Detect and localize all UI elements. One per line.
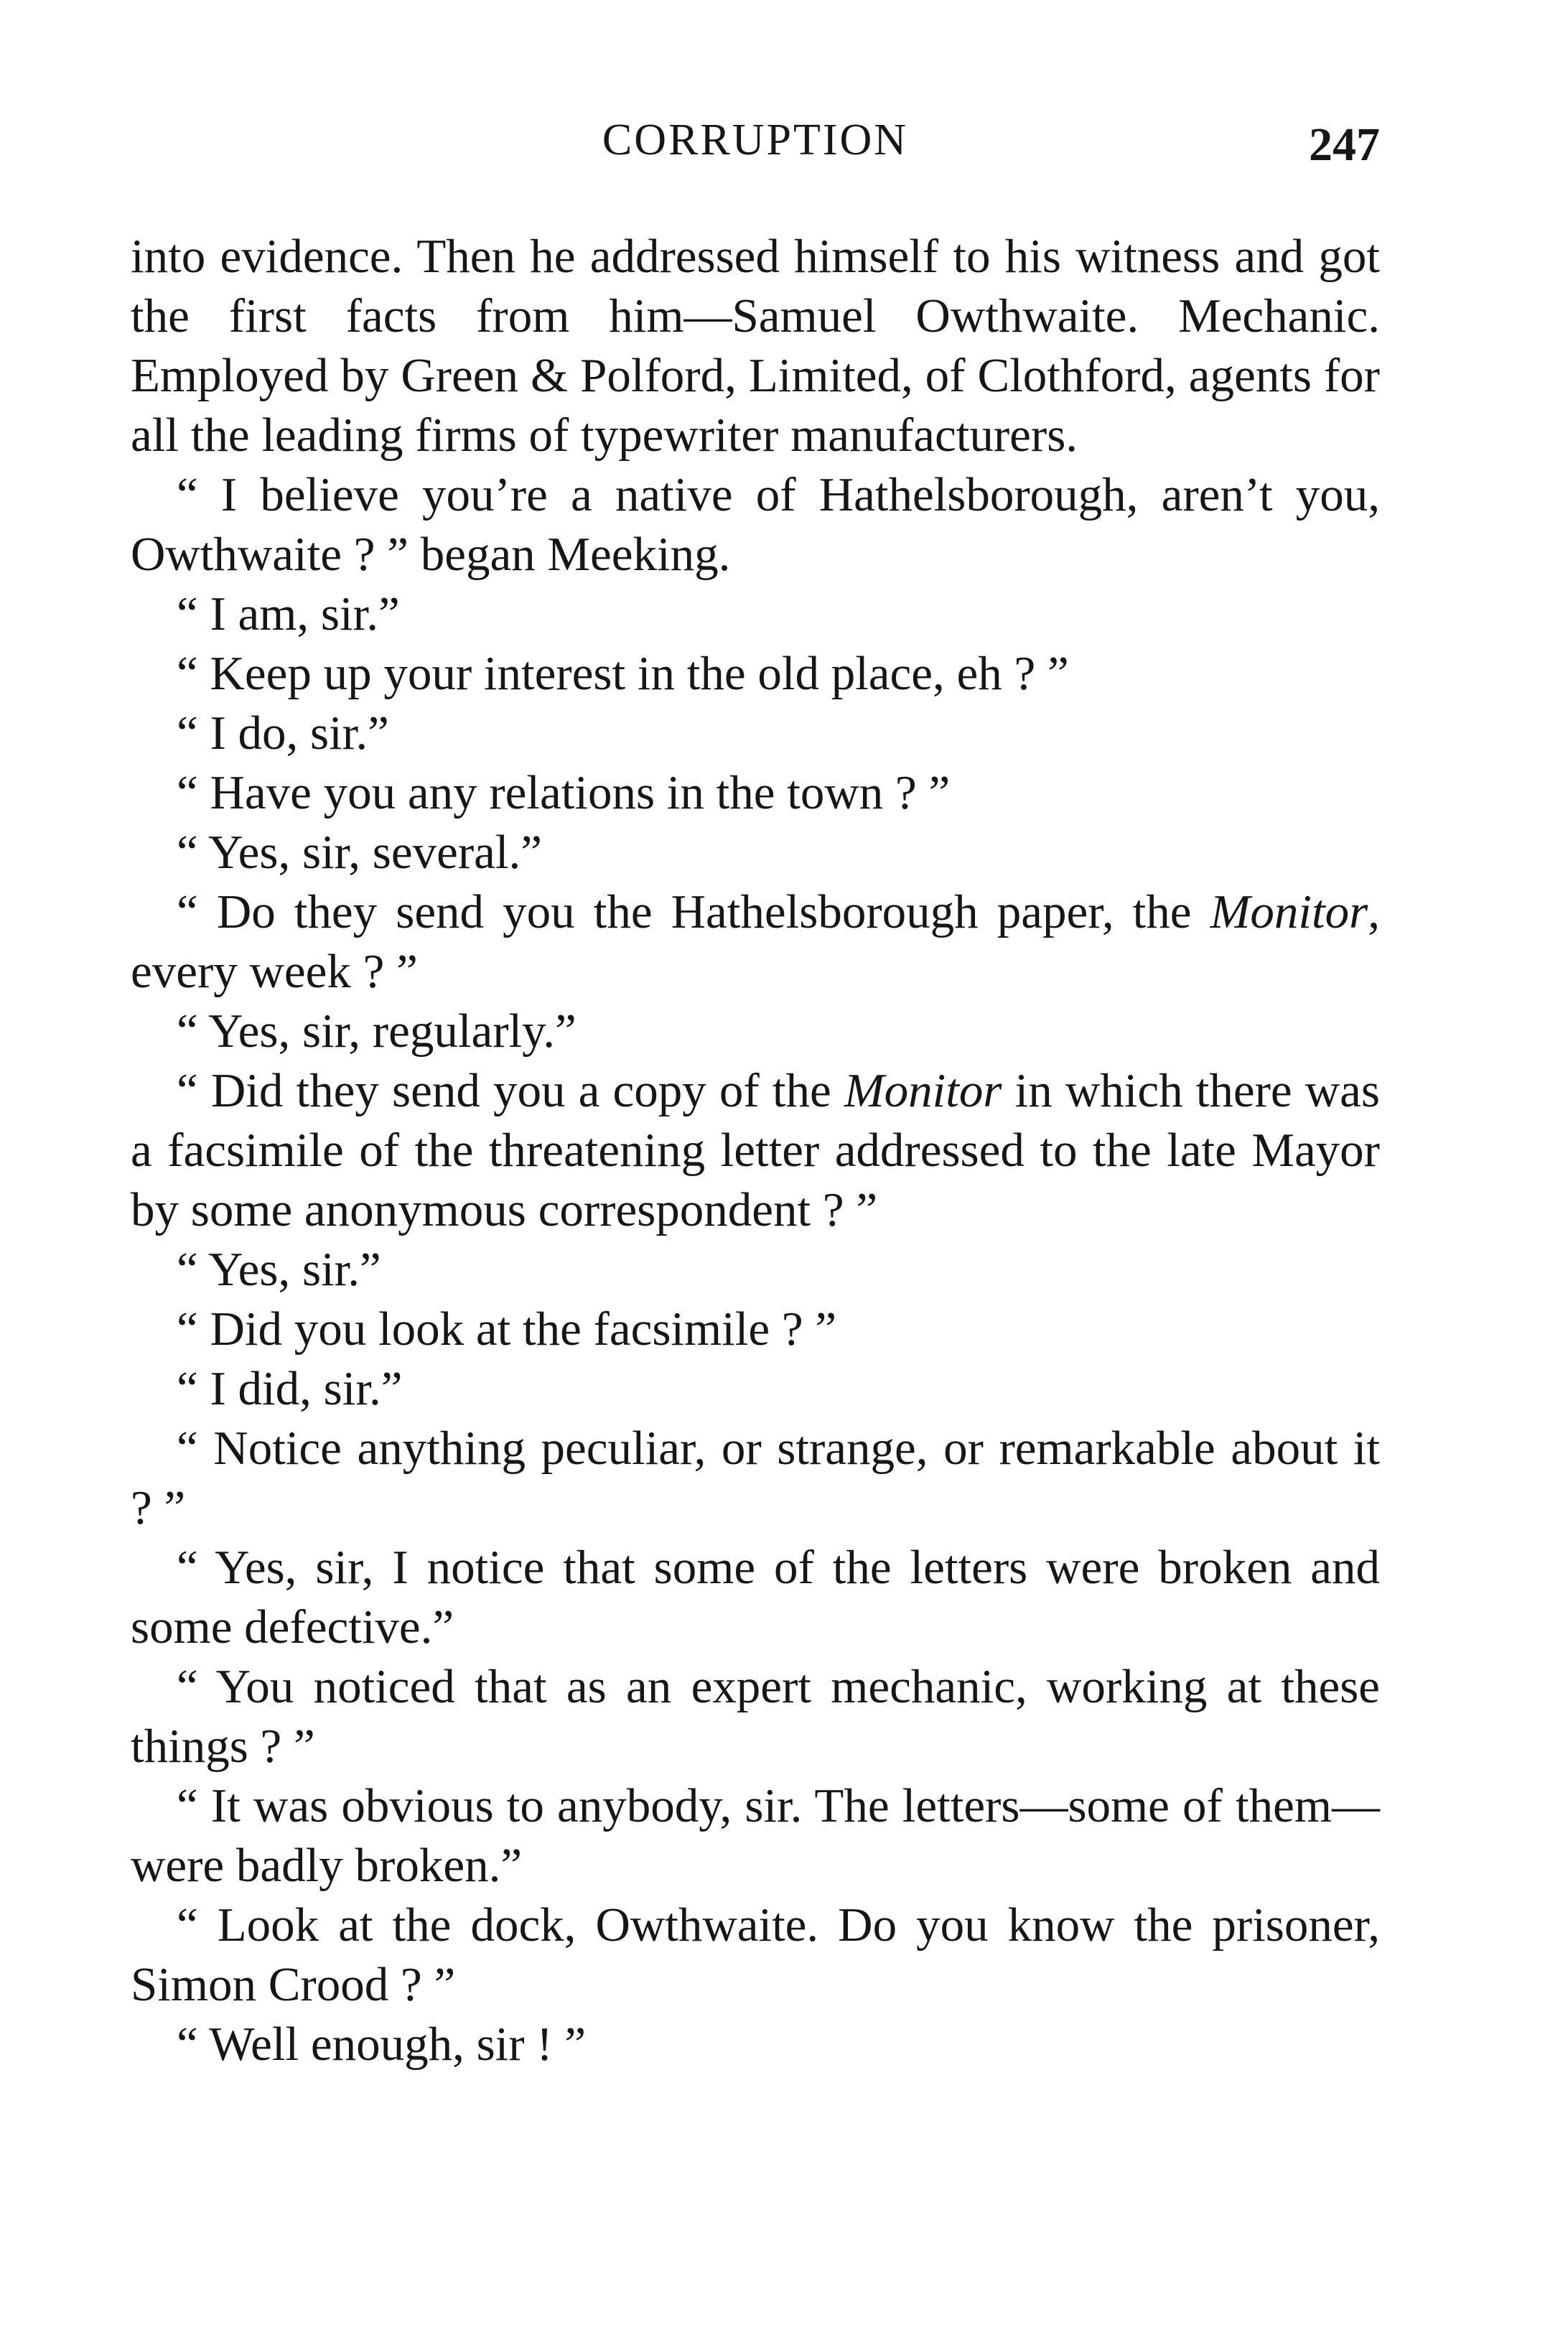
paragraph: “ I believe you’re a native of Hathelsborough, aren’t you, Owthwaite ? ” began Meeking. (131, 468, 1380, 581)
paragraph: “ Yes, sir, regularly.” (177, 1004, 577, 1058)
running-title: CORRUPTION (602, 116, 909, 164)
italic-title: Monitor (844, 1064, 1002, 1117)
paragraph: into evidence. Then he addressed himself to his witness and got the first facts from him—Samuel Owthwaite. Mechanic. Employed by Green & Polford, Limited, of Clothford, agents for all the leading firms of typewriter manufacturers. (131, 230, 1380, 462)
paragraph: “ Did you look at the facsimile ? ” (177, 1302, 837, 1356)
paragraph: “ Do they send you the Hathelsborough paper, the Monitor, every week ? ” (131, 885, 1380, 998)
paragraph: “ I am, sir.” (177, 587, 400, 640)
page-header (131, 108, 1380, 187)
paragraph: “ Yes, sir, I notice that some of the letters were broken and some defective.” (131, 1541, 1380, 1654)
paragraph: “ Did they send you a copy of the Monitor in which there was a facsimile of the threatening letter addressed to the late Mayor by some anonymous correspondent ? ” (131, 1064, 1380, 1236)
paragraph: “ Yes, sir, several.” (177, 826, 543, 879)
italic-title: Monitor (1210, 885, 1368, 938)
paragraph: “ Have you any relations in the town ? ” (177, 766, 951, 819)
paragraph: “ Well enough, sir ! ” (177, 2018, 587, 2071)
paragraph: “ I do, sir.” (177, 707, 389, 760)
body-text (131, 227, 1380, 2074)
paragraph: “ I did, sir.” (177, 1362, 403, 1415)
page-number: 247 (1309, 118, 1380, 171)
paragraph: “ Yes, sir.” (177, 1243, 381, 1296)
paragraph: “ Notice anything peculiar, or strange, or remarkable about it ? ” (131, 1422, 1380, 1534)
paragraph: “ It was obvious to anybody, sir. The letters—some of them—were badly broken.” (131, 1779, 1380, 1892)
paragraph: “ Keep up your interest in the old place, eh ? ” (177, 647, 1069, 700)
paragraph: “ You noticed that as an expert mechanic, working at these things ? ” (131, 1660, 1380, 1773)
paragraph: “ Look at the dock, Owthwaite. Do you know the prisoner, Simon Crood ? ” (131, 1898, 1380, 2011)
